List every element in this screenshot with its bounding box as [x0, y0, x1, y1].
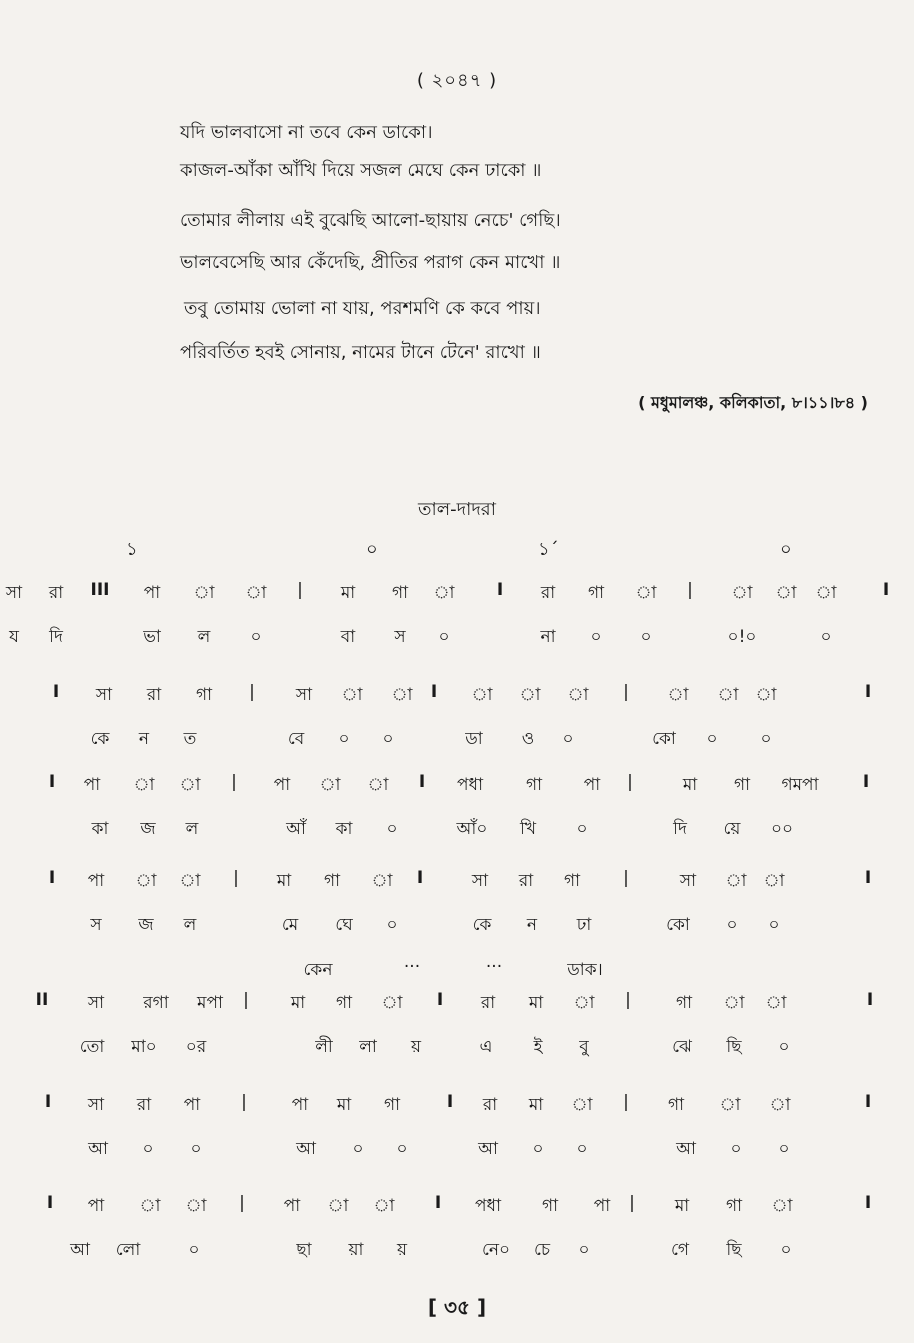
note-symbol: া	[433, 583, 455, 603]
bar-line: |	[687, 580, 693, 600]
note-symbol: গা	[725, 1196, 743, 1216]
note-symbol: া	[717, 685, 739, 705]
note-symbol: রা	[480, 993, 496, 1013]
bar-line: |	[243, 990, 249, 1010]
lyric-syllable: তো	[79, 1037, 105, 1057]
citation: ( মধুমালঞ্চ, কলিকাতা, ৮।১১।৮৪ )	[638, 393, 868, 412]
lyric-syllable: ০	[780, 1240, 792, 1260]
lyric-syllable: য	[9, 627, 19, 647]
lyric-syllable: লী	[315, 1037, 333, 1057]
bar-line: |	[239, 1193, 245, 1213]
center-dots: ···	[485, 957, 503, 977]
note-symbol: া	[731, 583, 753, 603]
lyric-syllable: ত	[183, 729, 197, 749]
lyric-syllable: ০	[820, 627, 832, 647]
lyric-syllable: আ	[70, 1240, 90, 1260]
lyric-syllable: ০	[706, 729, 718, 749]
bar-line: |	[241, 1092, 247, 1112]
lyric-syllable: ঢা	[576, 915, 592, 935]
note-symbol: গা	[563, 871, 581, 891]
lyric-syllable: লা	[359, 1037, 377, 1057]
lyric-syllable: স	[394, 627, 406, 647]
lyric-syllable: ০	[640, 627, 652, 647]
lyric-syllable: ল	[183, 915, 197, 935]
lyric-syllable: য়	[396, 1240, 408, 1260]
note-symbol: মা	[528, 1095, 544, 1115]
lyric-syllable: ০	[338, 729, 350, 749]
bar-line: I	[436, 990, 444, 1010]
note-symbol: সা	[5, 583, 23, 603]
verse-line-3: তোমার লীলায় এই বুঝেছি আলো-ছায়ায় নেচে' গেছি।	[180, 210, 561, 231]
note-symbol: পা	[291, 1095, 309, 1115]
note-symbol: মা	[276, 871, 292, 891]
lyric-syllable: গে	[670, 1240, 690, 1260]
lyric-syllable: ০	[578, 1240, 590, 1260]
lyric-syllable: ০	[760, 729, 772, 749]
note-symbol: া	[135, 871, 157, 891]
bar-line: |	[627, 772, 633, 792]
note-symbol: পা	[87, 871, 105, 891]
note-symbol: রা	[146, 685, 162, 705]
center-word: কেন	[303, 960, 333, 980]
lyric-syllable: আ	[296, 1139, 316, 1159]
note-symbol: া	[765, 993, 787, 1013]
lyric-syllable: ০	[396, 1139, 408, 1159]
lyric-syllable: দি	[49, 627, 63, 647]
note-symbol: রা	[482, 1095, 498, 1115]
note-symbol: গা	[675, 993, 693, 1013]
note-symbol: গা	[525, 775, 543, 795]
note-symbol: পধা	[475, 1196, 501, 1216]
lyric-syllable: কো	[666, 915, 690, 935]
lyric-syllable: ছি	[726, 1240, 742, 1260]
lyric-syllable: ০	[382, 729, 394, 749]
lyric-syllable: ছা	[296, 1240, 312, 1260]
bar-line: |	[297, 580, 303, 600]
center-word: ডাক।	[567, 960, 603, 980]
note-symbol: গা	[323, 871, 341, 891]
lyric-syllable: ০	[386, 915, 398, 935]
bar-line: |	[249, 682, 255, 702]
bar-line: I	[44, 1092, 52, 1112]
lyric-syllable: কা	[91, 819, 109, 839]
bar-line: I	[48, 868, 56, 888]
note-symbol: রা	[48, 583, 64, 603]
lyric-syllable: ০	[190, 1139, 202, 1159]
note-symbol: গা	[667, 1095, 685, 1115]
lyric-syllable: য়	[410, 1037, 422, 1057]
bar-line: |	[623, 682, 629, 702]
lyric-syllable: ০	[352, 1139, 364, 1159]
lyric-syllable: খি	[519, 819, 537, 839]
note-symbol: া	[341, 685, 363, 705]
tala-mark: ০	[366, 539, 378, 560]
note-symbol: া	[391, 685, 413, 705]
bar-line: |	[625, 990, 631, 1010]
bar-line: I	[866, 990, 874, 1010]
note-symbol: সা	[87, 1095, 105, 1115]
note-symbol: পা	[87, 1196, 105, 1216]
note-symbol: রা	[518, 871, 534, 891]
note-symbol: সা	[87, 993, 105, 1013]
lyric-syllable: মা০	[131, 1037, 157, 1057]
note-symbol: া	[179, 775, 201, 795]
lyric-syllable: স	[90, 915, 102, 935]
note-symbol: া	[723, 993, 745, 1013]
lyric-syllable: ০	[250, 627, 262, 647]
note-symbol: পা	[143, 583, 161, 603]
lyric-syllable: ০!০	[727, 627, 757, 647]
bar-line: I	[430, 682, 438, 702]
lyric-syllable: য়ে	[723, 819, 741, 839]
note-symbol: া	[635, 583, 657, 603]
bar-line: II	[35, 990, 49, 1010]
bar-line: |	[629, 1193, 635, 1213]
bar-line: I	[46, 1193, 54, 1213]
bar-line: I	[418, 772, 426, 792]
note-symbol: গা	[587, 583, 605, 603]
lyric-syllable: ল	[185, 819, 199, 839]
lyric-syllable: ০০	[770, 819, 794, 839]
note-symbol: মা	[290, 993, 306, 1013]
verse-line-1: যদি ভালবাসো না তবে কেন ডাকো।	[180, 122, 433, 143]
note-symbol: া	[471, 685, 493, 705]
lyric-syllable: কো	[652, 729, 676, 749]
note-symbol: সা	[295, 685, 313, 705]
note-symbol: রা	[540, 583, 556, 603]
lyric-syllable: নে০	[481, 1240, 511, 1260]
lyric-syllable: ০	[576, 1139, 588, 1159]
lyric-syllable: আঁ০	[456, 819, 488, 839]
lyric-syllable: জ	[138, 915, 154, 935]
note-symbol: া	[371, 871, 393, 891]
note-symbol: া	[133, 775, 155, 795]
bar-line: I	[48, 772, 56, 792]
lyric-syllable: লো	[115, 1240, 141, 1260]
bar-line: III	[90, 580, 110, 600]
note-symbol: গা	[541, 1196, 559, 1216]
lyric-syllable: ডা	[465, 729, 483, 749]
lyric-syllable: চে	[533, 1240, 551, 1260]
bar-line: I	[864, 868, 872, 888]
note-symbol: পা	[583, 775, 601, 795]
lyric-syllable: দি	[673, 819, 687, 839]
note-symbol: া	[373, 1196, 395, 1216]
bar-line: I	[52, 682, 60, 702]
lyric-syllable: ও	[521, 729, 535, 749]
lyric-syllable: কে	[90, 729, 110, 749]
center-dots: ···	[403, 957, 421, 977]
tala-mark: ১	[126, 539, 138, 560]
note-symbol: া	[775, 583, 797, 603]
bar-line: I	[496, 580, 504, 600]
bar-line: I	[864, 682, 872, 702]
note-symbol: া	[755, 685, 777, 705]
lyric-syllable: ০	[142, 1139, 154, 1159]
note-symbol: মপা	[197, 993, 223, 1013]
note-symbol: মা	[340, 583, 356, 603]
note-symbol: া	[571, 1095, 593, 1115]
tala-mark: ০	[780, 539, 792, 560]
lyric-syllable: ০	[768, 915, 780, 935]
note-symbol: া	[573, 993, 595, 1013]
note-symbol: পা	[273, 775, 291, 795]
lyric-syllable: জ	[140, 819, 156, 839]
lyric-syllable: আ	[676, 1139, 696, 1159]
note-symbol: গা	[335, 993, 353, 1013]
lyric-syllable: ল	[197, 627, 211, 647]
lyric-syllable: বা	[340, 627, 356, 647]
lyric-syllable: ০	[778, 1139, 790, 1159]
lyric-syllable: য়া	[348, 1240, 364, 1260]
lyric-syllable: ০	[386, 819, 398, 839]
note-symbol: গমপা	[781, 775, 819, 795]
note-symbol: পধা	[457, 775, 483, 795]
note-symbol: সা	[471, 871, 489, 891]
lyric-syllable: ০র	[185, 1037, 207, 1057]
note-symbol: া	[815, 583, 837, 603]
lyric-syllable: ঝে	[672, 1037, 692, 1057]
note-symbol: গা	[733, 775, 751, 795]
note-symbol: া	[719, 1095, 741, 1115]
note-symbol: গা	[391, 583, 409, 603]
lyric-syllable: এ	[479, 1037, 493, 1057]
bar-line: I	[864, 1193, 872, 1213]
lyric-syllable: আ	[88, 1139, 108, 1159]
note-symbol: া	[185, 1196, 207, 1216]
note-symbol: মা	[674, 1196, 690, 1216]
lyric-syllable: আঁ	[286, 819, 306, 839]
note-symbol: া	[763, 871, 785, 891]
note-symbol: রগা	[143, 993, 169, 1013]
lyric-syllable: ০	[778, 1037, 790, 1057]
note-symbol: া	[771, 1196, 793, 1216]
lyric-syllable: ০	[590, 627, 602, 647]
note-symbol: া	[327, 1196, 349, 1216]
note-symbol: রা	[136, 1095, 152, 1115]
bar-line: |	[623, 868, 629, 888]
note-symbol: সা	[95, 685, 113, 705]
note-symbol: গা	[195, 685, 213, 705]
note-symbol: া	[193, 583, 215, 603]
bar-line: |	[623, 1092, 629, 1112]
bar-line: |	[233, 868, 239, 888]
lyric-syllable: ০	[576, 819, 588, 839]
note-symbol: া	[667, 685, 689, 705]
note-symbol: সা	[679, 871, 697, 891]
bar-line: I	[862, 772, 870, 792]
lyric-syllable: ০	[726, 915, 738, 935]
lyric-syllable: ০	[562, 729, 574, 749]
lyric-syllable: বু	[579, 1037, 589, 1057]
lyric-syllable: ০	[188, 1240, 200, 1260]
note-symbol: া	[519, 685, 541, 705]
bar-line: I	[446, 1092, 454, 1112]
note-symbol: া	[319, 775, 341, 795]
verse-line-2: কাজল-আঁকা আঁখি দিয়ে সজল মেঘে কেন ঢাকো ॥	[180, 160, 542, 181]
tala-title: তাল-দাদরা	[418, 499, 496, 520]
note-symbol: া	[179, 871, 201, 891]
lyric-syllable: ন	[526, 915, 538, 935]
lyric-syllable: না	[540, 627, 556, 647]
verse-line-6: পরিবর্তিত হবই সোনায়, নামের টানে টেনে' রাখো ॥	[180, 342, 541, 363]
lyric-syllable: ঘে	[335, 915, 353, 935]
note-symbol: পা	[593, 1196, 611, 1216]
lyric-syllable: বে	[287, 729, 305, 749]
verse-line-4: ভালবেসেছি আর কেঁদেছি, প্রীতির পরাগ কেন মাখো ॥	[180, 252, 561, 273]
bar-line: I	[434, 1193, 442, 1213]
note-symbol: পা	[83, 775, 101, 795]
bar-line: I	[864, 1092, 872, 1112]
lyric-syllable: ০	[532, 1139, 544, 1159]
lyric-syllable: ০	[438, 627, 450, 647]
lyric-syllable: মে	[281, 915, 299, 935]
note-symbol: া	[567, 685, 589, 705]
bar-line: I	[416, 868, 424, 888]
lyric-syllable: ০	[730, 1139, 742, 1159]
tala-mark: ১´	[538, 539, 559, 560]
bar-line: I	[882, 580, 890, 600]
note-symbol: পা	[183, 1095, 201, 1115]
note-symbol: মা	[336, 1095, 352, 1115]
lyric-syllable: আ	[478, 1139, 498, 1159]
note-symbol: পা	[283, 1196, 301, 1216]
lyric-syllable: কা	[335, 819, 353, 839]
note-symbol: া	[381, 993, 403, 1013]
note-symbol: া	[245, 583, 267, 603]
note-symbol: া	[139, 1196, 161, 1216]
page-header: ( ২০৪৭ )	[416, 70, 498, 91]
bar-line: |	[231, 772, 237, 792]
lyric-syllable: ছি	[726, 1037, 742, 1057]
lyric-syllable: কে	[472, 915, 492, 935]
note-symbol: মা	[682, 775, 698, 795]
lyric-syllable: ই	[533, 1037, 543, 1057]
note-symbol: া	[769, 1095, 791, 1115]
footer-page-number: [ ৩৫ ]	[427, 1295, 487, 1319]
note-symbol: া	[367, 775, 389, 795]
note-symbol: মা	[528, 993, 544, 1013]
lyric-syllable: ন	[138, 729, 150, 749]
note-symbol: গা	[383, 1095, 401, 1115]
lyric-syllable: ভা	[143, 627, 161, 647]
note-symbol: া	[725, 871, 747, 891]
verse-line-5: তবু তোমায় ভোলা না যায়, পরশমণি কে কবে পায়।	[184, 298, 541, 319]
